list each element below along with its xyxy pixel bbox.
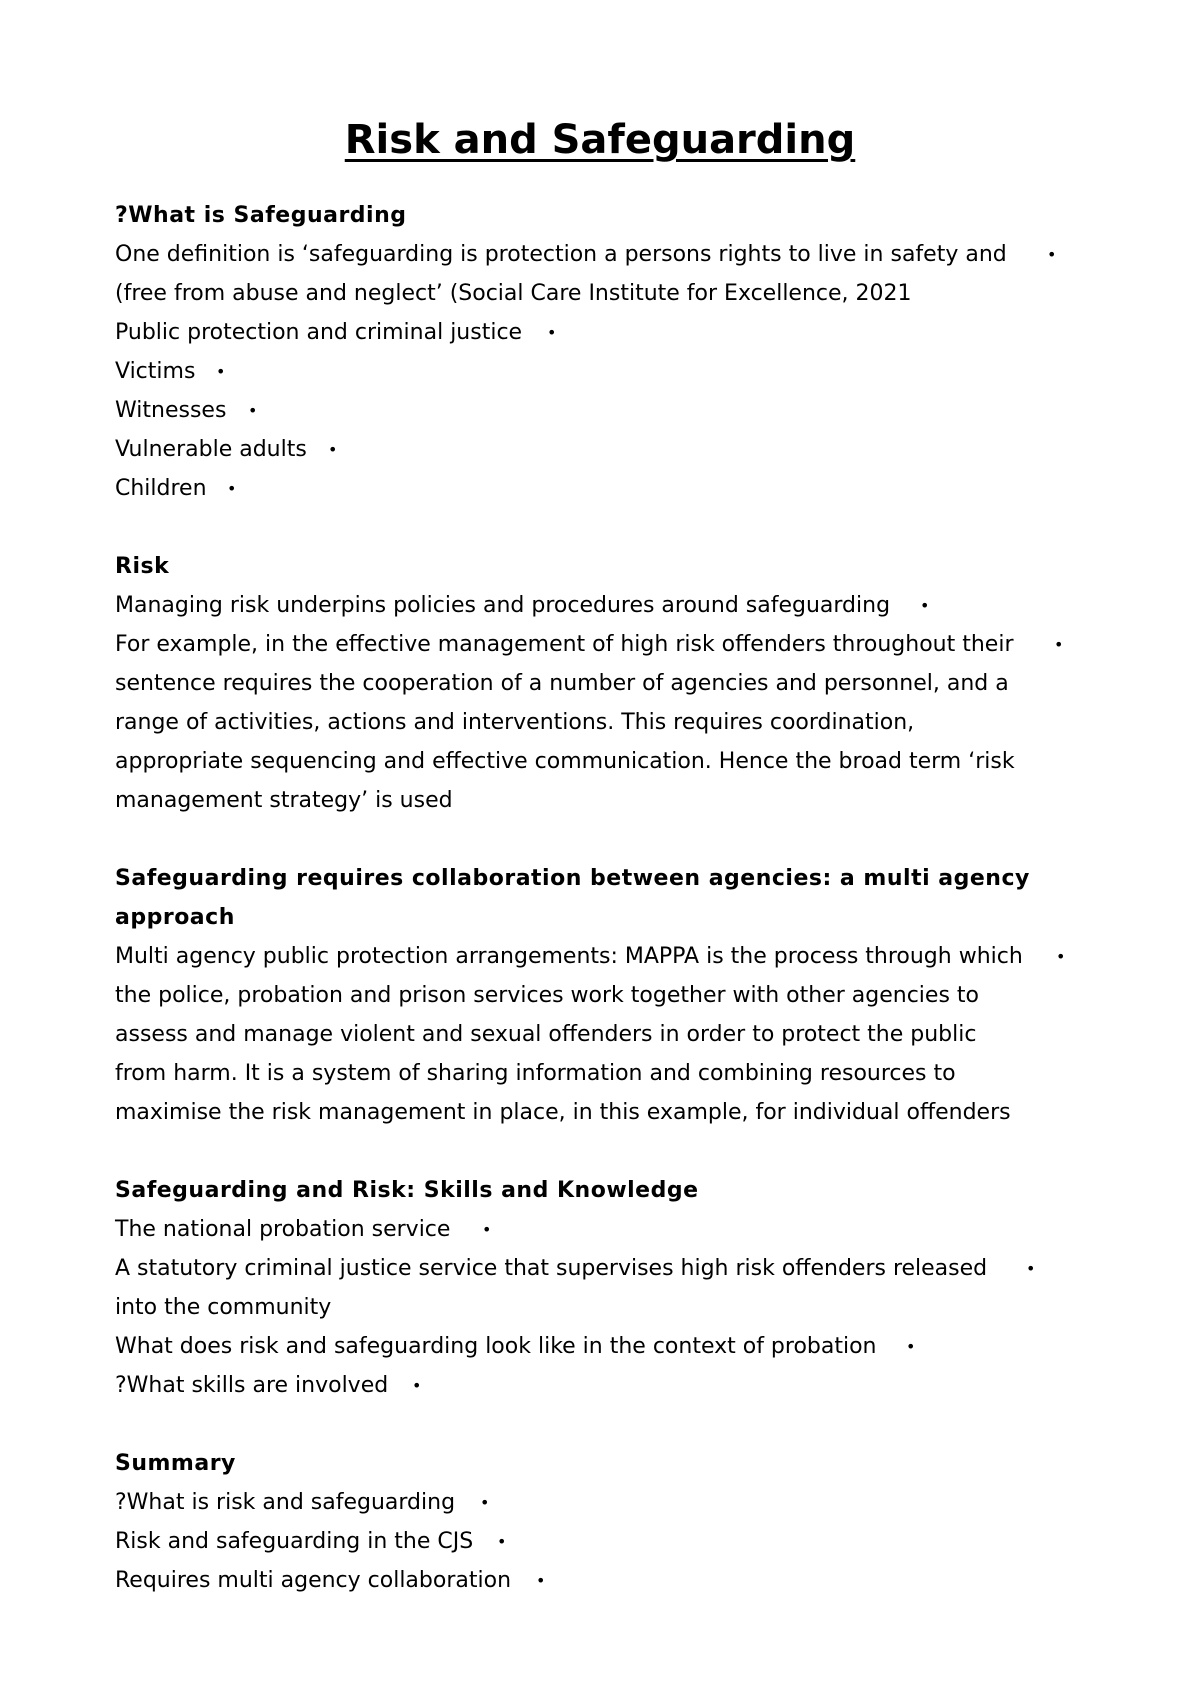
text-line: assess and manage violent and sexual offenders in order to protect the public: [115, 1022, 977, 1047]
section-heading: approach: [115, 905, 235, 930]
bullet-icon: •: [216, 362, 226, 381]
text-line: from harm. It is a system of sharing information and combining resources to: [115, 1061, 956, 1086]
bullet-icon: •: [1056, 947, 1066, 966]
bullet-icon: •: [1047, 245, 1057, 264]
section-heading: Safeguarding and Risk: Skills and Knowledge: [115, 1178, 699, 1203]
text-line: Witnesses: [115, 398, 227, 423]
text-line: Victims: [115, 359, 196, 384]
text-line: ?What is risk and safeguarding: [115, 1490, 456, 1515]
bullet-icon: •: [328, 440, 338, 459]
text-line: Vulnerable adults: [115, 437, 307, 462]
text-line: management strategy’ is used: [115, 788, 453, 813]
text-line: sentence requires the cooperation of a number of agencies and personnel, and a: [115, 671, 1009, 696]
section-heading: ?What is Safeguarding: [115, 203, 407, 228]
text-line: range of activities, actions and interventions. This requires coordination,: [115, 710, 915, 735]
text-line: Multi agency public protection arrangements: MAPPA is the process through which: [115, 944, 1023, 969]
text-line: into the community: [115, 1295, 332, 1320]
bullet-icon: •: [1054, 635, 1064, 654]
bullet-icon: •: [536, 1571, 546, 1590]
section-heading: Risk: [115, 554, 170, 579]
text-line: (free from abuse and neglect’ (Social Care Institute for Excellence, 2021: [115, 281, 912, 306]
text-line: What does risk and safeguarding look like in the context of probation: [115, 1334, 877, 1359]
text-line: For example, in the effective management of high risk offenders throughout their: [115, 632, 1014, 657]
bullet-icon: •: [412, 1376, 422, 1395]
text-line: Children: [115, 476, 207, 501]
bullet-icon: •: [920, 596, 930, 615]
text-line: One definition is ‘safeguarding is protection a persons rights to live in safety and: [115, 242, 1007, 267]
text-line: Managing risk underpins policies and procedures around safeguarding: [115, 593, 891, 618]
section-heading: Safeguarding requires collaboration between agencies: a multi agency: [115, 866, 1030, 891]
bullet-icon: •: [227, 479, 237, 498]
text-line: The national probation service: [115, 1217, 451, 1242]
section-heading: Summary: [115, 1451, 236, 1476]
text-line: ?What skills are involved: [115, 1373, 389, 1398]
text-line: A statutory criminal justice service that supervises high risk offenders released: [115, 1256, 988, 1281]
bullet-icon: •: [497, 1532, 507, 1551]
text-line: Requires multi agency collaboration: [115, 1568, 512, 1593]
text-line: Risk and safeguarding in the CJS: [115, 1529, 474, 1554]
page-title: Risk and Safeguarding: [344, 117, 856, 163]
bullet-icon: •: [480, 1493, 490, 1512]
bullet-icon: •: [248, 401, 258, 420]
text-line: maximise the risk management in place, in this example, for individual offenders: [115, 1100, 1011, 1125]
text-line: Public protection and criminal justice: [115, 320, 523, 345]
text-line: the police, probation and prison services work together with other agencies to: [115, 983, 979, 1008]
bullet-icon: •: [906, 1337, 916, 1356]
bullet-icon: •: [482, 1220, 492, 1239]
text-line: appropriate sequencing and effective communication. Hence the broad term ‘risk: [115, 749, 1015, 774]
bullet-icon: •: [1026, 1259, 1036, 1278]
bullet-icon: •: [547, 323, 557, 342]
